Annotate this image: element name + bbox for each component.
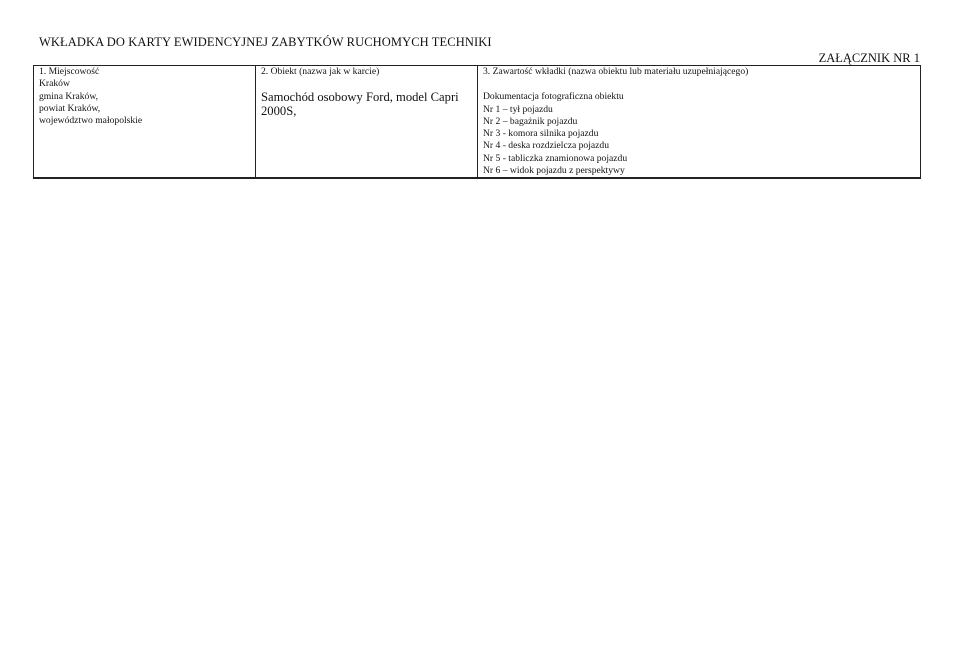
location-line: województwo małopolskie bbox=[39, 115, 143, 127]
contents-item: Nr 3 - komora silnika pojazdu bbox=[483, 128, 599, 140]
contents-item: Nr 6 – widok pojazdu z perspektywy bbox=[483, 165, 625, 177]
inventory-table bbox=[33, 65, 921, 179]
document-title: WKŁADKA DO KARTY EWIDENCYJNEJ ZABYTKÓW RUCHOMYCH TECHNIKI bbox=[39, 35, 492, 49]
contents-item: Nr 4 - deska rozdzielcza pojazdu bbox=[483, 140, 609, 152]
contents-spacer bbox=[483, 78, 920, 91]
contents-header: 3. Zawartość wkładki (nazwa obiektu lub materiału uzupełniającego) bbox=[483, 66, 749, 77]
contents-item: Nr 5 - tabliczka znamionowa pojazdu bbox=[483, 152, 628, 164]
attachment-label: ZAŁĄCZNIK NR 1 bbox=[818, 51, 920, 65]
object-name: Samochód osobowy Ford, model Capri 2000S, bbox=[261, 90, 459, 118]
contents-intro: Dokumentacja fotograficzna obiektu bbox=[483, 91, 624, 103]
contents-item: Nr 1 – tył pojazdu bbox=[483, 103, 553, 115]
table-row bbox=[34, 66, 921, 179]
location-line: powiat Kraków, bbox=[39, 102, 101, 114]
object-cell bbox=[256, 66, 478, 179]
location-header: 1. Miejscowość bbox=[39, 66, 100, 77]
location-line: gmina Kraków, bbox=[39, 90, 99, 102]
location-line: Kraków bbox=[39, 78, 70, 90]
object-header: 2. Obiekt (nazwa jak w karcie) bbox=[261, 66, 380, 77]
contents-item: Nr 2 – bagażnik pojazdu bbox=[483, 115, 578, 127]
location-cell bbox=[34, 66, 256, 179]
contents-cell bbox=[478, 66, 921, 179]
